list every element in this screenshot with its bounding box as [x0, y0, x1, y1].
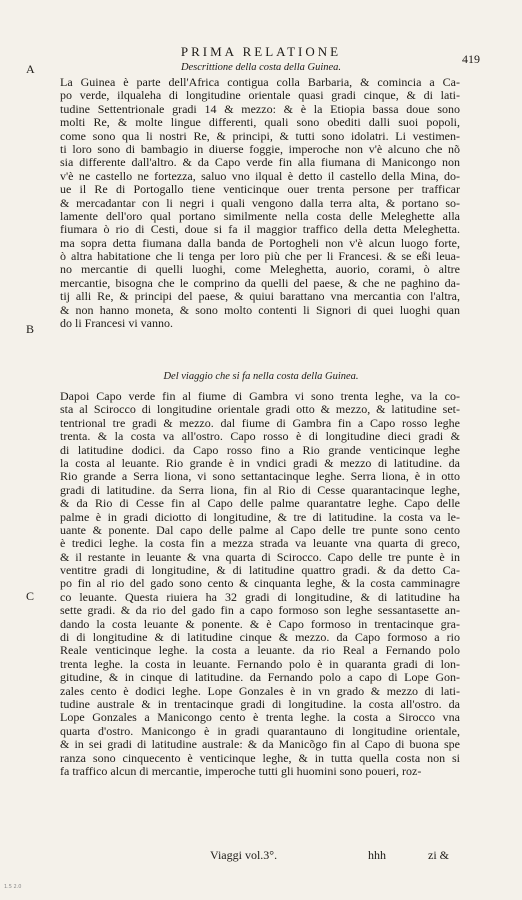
text-line: ma sopra detta fiumana dalla banda de Portogheli non v'è alcun luogo forte,: [60, 235, 460, 250]
catchword: zi &: [428, 848, 449, 862]
text-line: & non hanno moneta, & sono molto contenti li Signori di quei luoghi quan: [60, 302, 460, 317]
text-line: uante & ponente. Dal capo delle palme al Capo delle tre punte sono cento: [60, 522, 460, 537]
text-line: trenta. & la costa va all'ostro. Capo rosso è di longitudine dieci gradi &: [60, 429, 460, 444]
text-line: & in sei gradi di latitudine australe: & da Manicõgo fin al Capo di buona spe: [60, 737, 460, 752]
text-line: & mercadantar con li negri i quali vengono dalla terra alta, & portano so-: [60, 195, 460, 210]
text-line: gradi di latitudine. da Serra liona, fin al Rio di Cesse quarantacinque leghe,: [60, 482, 460, 497]
text-line: trenta leghe. la costa in leuante. Fernando polo è in quaranta gradi di lon-: [60, 656, 460, 671]
section-heading-descrittione: Descrittione della costa della Guinea.: [180, 62, 342, 73]
signature-volume: Viaggi vol.3°.: [210, 848, 278, 862]
text-line: è tredici leghe. la costa fin a mezza strada va leuante vna quarta di greco,: [60, 536, 460, 551]
text-line: sta al Scirocco di longitudine orientale gradi otto & mezzo, & latitudine set-: [60, 402, 460, 417]
text-line: zales cento è dodici leghe. Lope Gonzales è in vn grado & mezzo di lati-: [60, 683, 460, 698]
text-line: Rio grande a Serra liona, vi sono settantacinque leghe. Serra liona, è in otto: [60, 469, 460, 484]
text-line: ue il Re di Portogallo tiene venticinque ouer trenta persone per trafficar: [60, 182, 460, 197]
text-line: do li Francesi vi vanno.: [60, 316, 173, 331]
text-line: ò altra habitatione che li tenga per loro più che per li Francesi. & se eßi leua-: [60, 249, 460, 264]
text-line: ranza sono cinquecento è venticinque leghe, & in tutta quella costa non si: [60, 750, 460, 765]
text-line: fiumara ò rio di Cesti, doue si fa il maggior traffico della detta Meleghetta.: [60, 222, 460, 237]
text-line: La Guinea è parte dell'Africa contigua colla Barbaria, & comincia a Ca-: [60, 75, 460, 89]
section-body-viaggio: [60, 390, 460, 778]
page-header: [0, 44, 522, 66]
text-line: Reale venticinque leghe. la costa a leuante. da rio Real a Fernando polo: [60, 643, 460, 658]
text-line: & il restante in leuante & vna quarta di Scirocco. Capo delle tre punte è in: [60, 549, 460, 564]
text-line: molti Re, & molte lingue differenti, quali sono obediti dalli suoi popoli,: [60, 115, 460, 130]
text-line: co leuante. Questa riuiera ha 32 gradi di longitudine, & di latitudine ha: [60, 589, 460, 604]
text-line: palme è in gradi diciotto di longitudine, & tre di latitudine. la costa va le-: [60, 509, 460, 524]
text-line: di di longitudine & di latitudine cinque & mezzo. da Capo formoso a rio: [60, 630, 460, 645]
text-line: dando la costa leuante & ponente. & è Capo formoso in trentacinque gra-: [60, 616, 460, 631]
text-line: v'è ne castello ne fortezza, saluo vno ilqual è detto il castello della Mina, do-: [60, 168, 460, 183]
text-line: po verde, ilqualeha di longitudine orientale quasi gradi cinque, & di lati-: [60, 88, 460, 103]
text-line: & da Rio di Cesse fin al Capo delle palme quarantatre leghe. Capo delle: [60, 496, 460, 511]
text-line: come sono qua li nostri Re, & principi, & tutti sono idolatri. Li vestimen-: [60, 128, 460, 143]
text-line: Lope Gonzales a Manicongo cento è trenta leghe. la costa a Sirocco vna: [60, 710, 460, 725]
text-line: ventitre gradi di longitudine, & di latitudine quattro gradi. & da detto Ca-: [60, 563, 460, 578]
text-line: lamente dell'oro qual portano similmente nella costa delle Meleghette alla: [60, 208, 460, 223]
running-title: PRIMA RELATIONE: [180, 44, 342, 59]
text-line: ti loro sono di bambagio in diuerse foggie, imperoche non v'è alcuno che nõ: [60, 141, 460, 156]
margin-letter-a: A: [26, 62, 35, 76]
scan-corner-mark: 1.5 2.0: [4, 884, 22, 890]
text-line: fa traffico alcun di mercantie, imperoche tutti gli huomini sono poueri, roz-: [60, 763, 422, 778]
margin-letter-c: C: [26, 589, 35, 603]
text-line: tudine Settentrionale gradi 14 & mezzo: & è la Etiopia bassa doue sono: [60, 101, 460, 116]
text-line: tudine australe & in trentacinque gradi di longitudine. la costa all'ostro. da: [60, 696, 460, 711]
section-heading-viaggio: Del viaggio che si fa nella costa della Guinea.: [163, 371, 359, 382]
text-line: no mercantie di quelli luoghi, come Meleghetta, auorio, corami, ò altre: [60, 262, 460, 277]
page-number: 419: [462, 52, 480, 66]
text-line: sette gradi. & da rio del gado fin a capo formoso son leghe sessantasette an-: [60, 603, 460, 618]
text-line: Dapoi Capo verde fin al fiume di Gambra vi sono trenta leghe, va la co-: [60, 389, 460, 403]
text-line: tij alli Re, & principi del paese, & quiui barattano vna mercantia con l'altra,: [60, 289, 460, 304]
text-line: quarta d'ostro. Manicongo è in gradi quarantauno di longitudine orientale,: [60, 723, 460, 738]
signature-mark: hhh: [368, 848, 386, 862]
text-line: tentrional tre gradi & mezzo. dal fiume di Gambra fin a Capo rosso leghe: [60, 415, 460, 430]
text-line: di latitudine dodici. da Capo rosso fino a Rio grande venticinque leghe: [60, 442, 460, 457]
text-line: mercantie, bisogna che le comprino da quelli del paese, & che ne paghino da-: [60, 275, 460, 290]
text-line: la costa al leuante. Rio grande è in vndici gradi & mezzo di latitudine. da: [60, 455, 460, 470]
text-line: gitudine, & in cinque di latitudine. da Fernando polo a capo di Lope Gon-: [60, 670, 460, 685]
margin-letter-b: B: [26, 322, 35, 336]
text-line: po fin al rio del gado sono cento & cinquanta leghe, & la costa camminagre: [60, 576, 460, 591]
section-body-descrittione: [60, 76, 460, 330]
text-line: sia differente dall'altro. & da Capo verde fin alla fiumana di Manicongo non: [60, 155, 460, 170]
